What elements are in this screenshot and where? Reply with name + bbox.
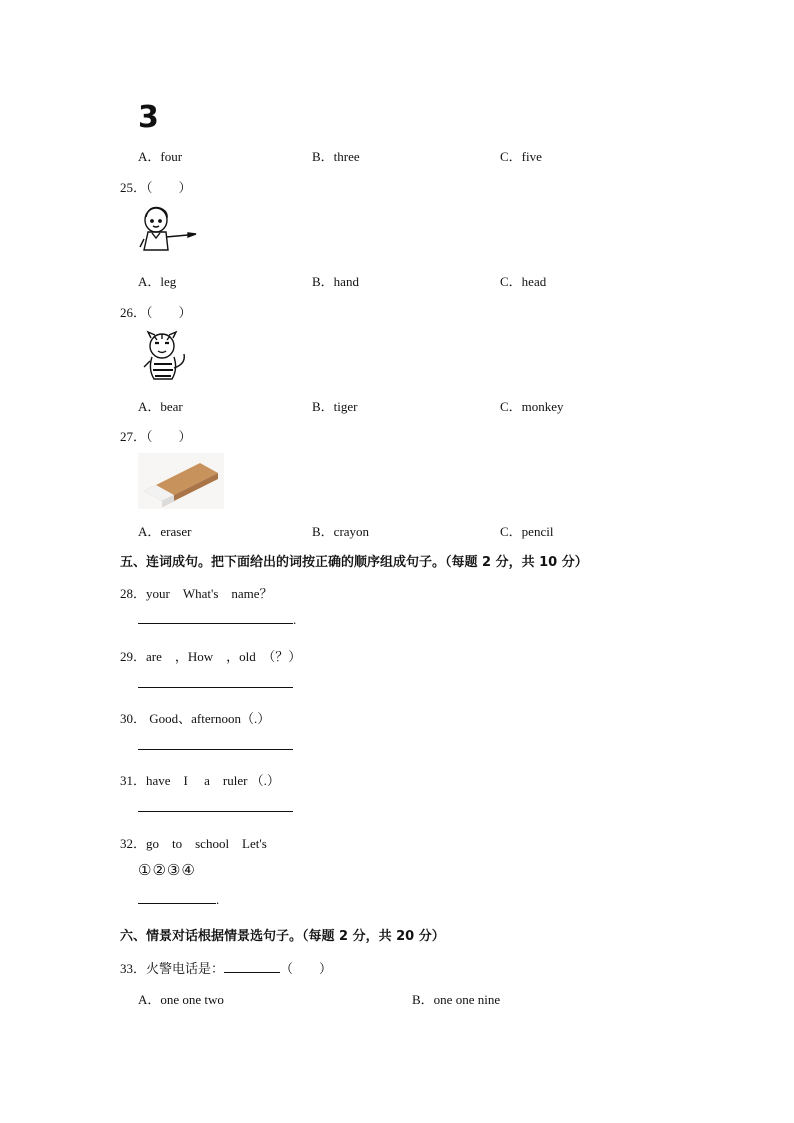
q31-answer-line[interactable] bbox=[138, 800, 293, 816]
girl-pointing-image bbox=[138, 205, 202, 257]
q33-paren: （ ） bbox=[280, 961, 333, 976]
q28-answer-line[interactable] bbox=[138, 612, 296, 628]
q27-option-b[interactable]: B．crayon bbox=[312, 524, 370, 539]
q28-end-punct: . bbox=[293, 612, 297, 627]
q25-label: 25．（ ） bbox=[120, 180, 192, 195]
q25-option-b[interactable]: B．hand bbox=[312, 274, 359, 289]
q33-prompt: 33．火警电话是： bbox=[120, 961, 225, 976]
q29-prompt: 29．are ，How ，old （？） bbox=[120, 649, 302, 664]
tiger-image bbox=[138, 330, 190, 384]
q27-option-a[interactable]: A．eraser bbox=[138, 524, 192, 539]
q25-option-c[interactable]: C．head bbox=[500, 274, 547, 289]
q27-label: 27．（ ） bbox=[120, 429, 192, 444]
section-5-heading: 五、连词成句。把下面给出的词按正确的顺序组成句子。（每题 2 分，共 10 分） bbox=[120, 555, 588, 570]
q26-option-a[interactable]: A．bear bbox=[138, 399, 183, 414]
q31-prompt: 31．have I a ruler （.） bbox=[120, 773, 280, 788]
q33-answer-blank[interactable] bbox=[224, 971, 280, 973]
q30-answer-line[interactable] bbox=[138, 738, 293, 754]
q24-option-a[interactable]: A．four bbox=[138, 149, 183, 164]
q32-circled-numbers: ①②③④ bbox=[138, 861, 196, 879]
q32-end-punct: . bbox=[216, 892, 220, 907]
q24-option-b[interactable]: B．three bbox=[312, 149, 360, 164]
q26-label: 26．（ ） bbox=[120, 305, 192, 320]
q25-option-a[interactable]: A．leg bbox=[138, 274, 177, 289]
q24-option-c[interactable]: C．five bbox=[500, 149, 542, 164]
q26-option-b[interactable]: B．tiger bbox=[312, 399, 358, 414]
section-6-heading: 六、情景对话根据情景选句子。（每题 2 分，共 20 分） bbox=[120, 929, 445, 944]
q33-line bbox=[120, 958, 332, 977]
q26-option-c[interactable]: C．monkey bbox=[500, 399, 564, 414]
q33-option-a[interactable]: A．one one two bbox=[138, 992, 224, 1007]
q32-answer-line[interactable] bbox=[138, 892, 219, 908]
q30-prompt: 30． Good、afternoon（.） bbox=[120, 711, 271, 726]
q33-option-b[interactable]: B．one one nine bbox=[412, 992, 501, 1007]
q27-option-c[interactable]: C．pencil bbox=[500, 524, 554, 539]
q29-answer-line[interactable] bbox=[138, 676, 293, 692]
eraser-image bbox=[138, 453, 224, 509]
q28-prompt: 28．your What's name？ bbox=[120, 586, 273, 601]
q32-prompt: 32．go to school Let's bbox=[120, 836, 267, 851]
number-three-image: 3 bbox=[138, 100, 159, 135]
